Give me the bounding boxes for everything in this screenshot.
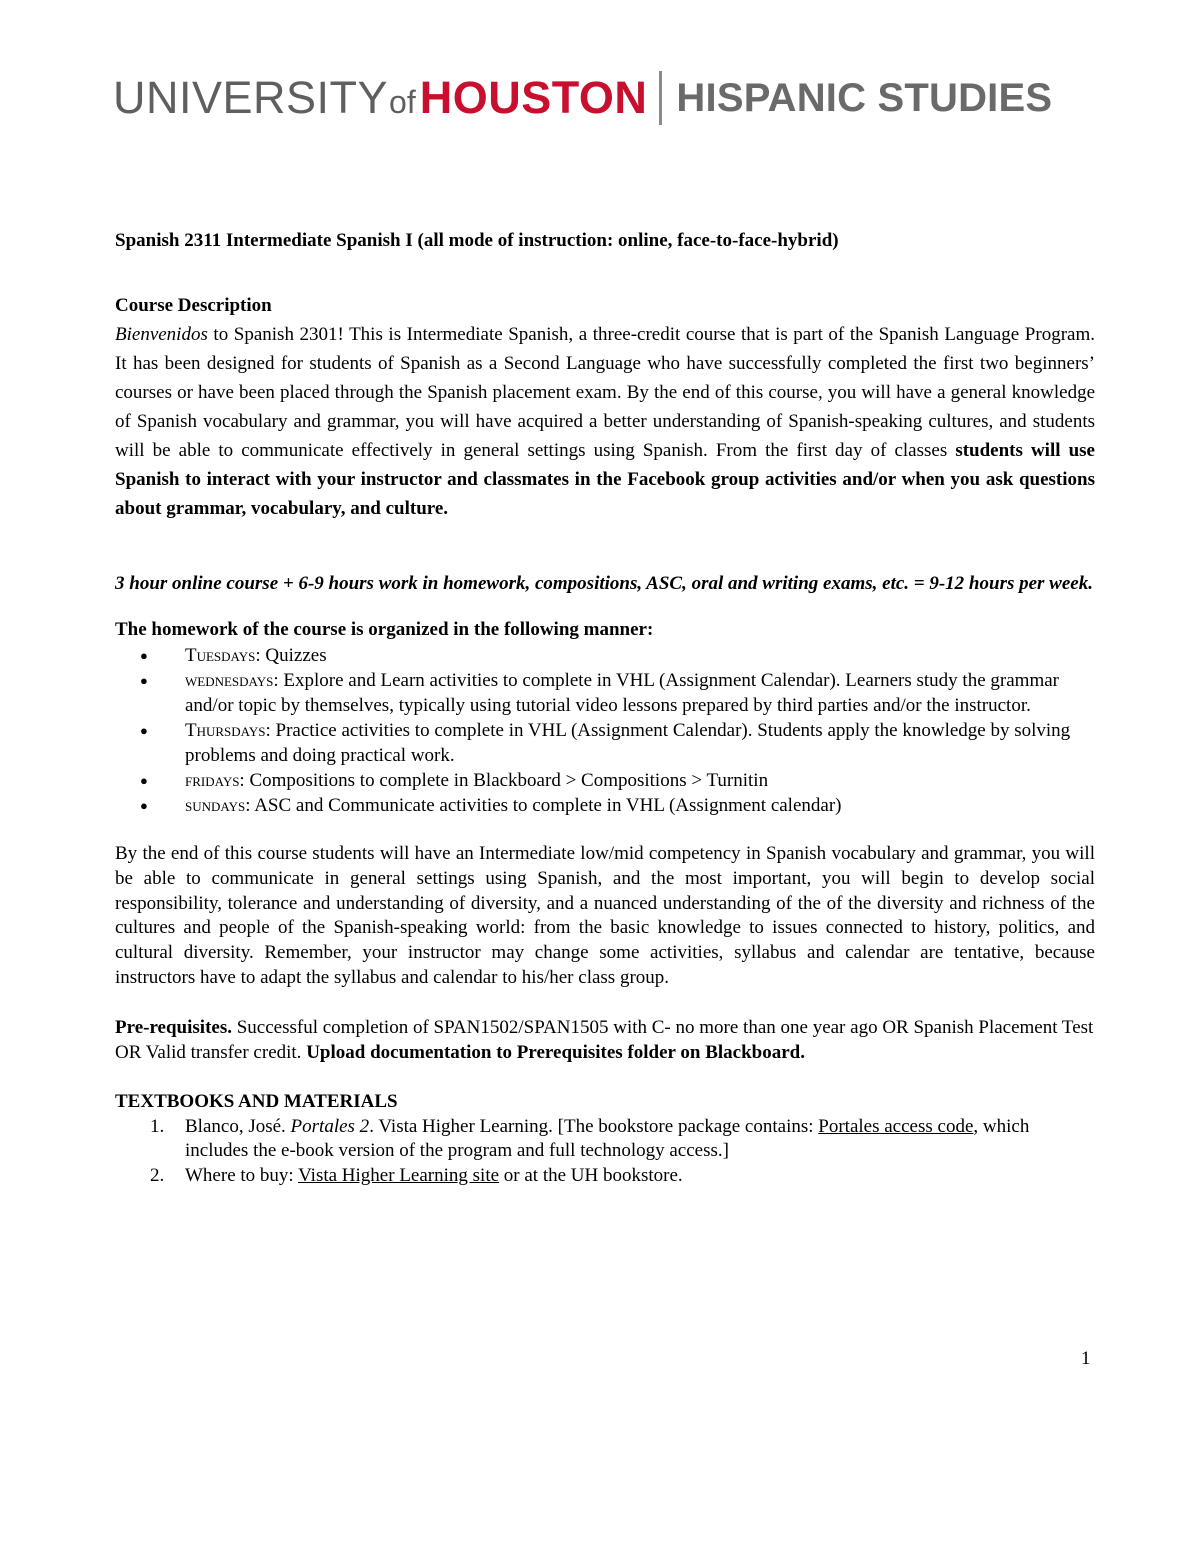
prerequisites-text: Successful completion of SPAN1502/SPAN1505 with C- no more than one year ago OR Spanish Placement Test OR Valid transfer credit. [115, 1016, 1094, 1063]
department-name: HISPANIC STUDIES [676, 75, 1053, 120]
day-text: Practice activities to complete in VHL (Assignment Calendar). Students apply the knowledge by solving problems and doing practical work. [185, 720, 1071, 766]
portales-access-code-link[interactable]: Portales access code [818, 1115, 974, 1137]
list-item [185, 793, 1095, 818]
list-item [185, 643, 1095, 668]
day-label: Tuesdays: [185, 645, 261, 666]
list-item [150, 1115, 1095, 1164]
logo-of-text: of [389, 83, 416, 120]
list-item [185, 668, 1095, 718]
prerequisites-upload-note: Upload documentation to Prerequisites folder on Blackboard. [306, 1041, 805, 1063]
logo-divider [659, 71, 662, 125]
homework-day-list [115, 643, 1095, 818]
day-text: Explore and Learn activities to complete in VHL (Assignment Calendar). Learners study the grammar and/or topic by themselves, typically using tutorial video lessons prepared by third parties and/or the instructor. [185, 670, 1059, 716]
day-text: Quizzes [260, 645, 327, 666]
syllabus-content [115, 226, 1095, 1188]
list-item [185, 718, 1095, 768]
textbooks-heading: TEXTBOOKS AND MATERIALS [115, 1090, 398, 1112]
course-description-text [115, 320, 1095, 523]
textbook-note: , which includes the e-book version of the program and full technology access.] [185, 1115, 1030, 1162]
logo-university-text: UNIVERSITY [113, 72, 389, 123]
logo-houston-text: HOUSTON [419, 72, 648, 123]
prerequisites [115, 1015, 1095, 1065]
textbook-publisher: . Vista Higher Learning. [The bookstore package contains: [369, 1115, 819, 1137]
page-number: 1 [1081, 1348, 1091, 1369]
description-main: to Spanish 2301! This is Intermediate Spanish, a three-credit course that is part of the Spanish Language Program. It has been designed for students of Spanish as a Second Language who have successfully completed the first two beginners’ courses or have been placed through the Spanish placement exam. By the end of this course, you will have a general knowledge of Spanish vocabulary and grammar, you will have acquired a better understanding of Spanish-speaking cultures, and students will be able to communicate effectively in general settings using Spanish. From the first day of classes [115, 324, 1095, 461]
weekly-hours-note: 3 hour online course + 6-9 hours work in homework, compositions, ASC, oral and writing exams, etc. = 9-12 hours per week. [115, 573, 1093, 594]
day-label: wednesdays: [185, 670, 279, 691]
description-bold: students will use Spanish to interact with your instructor and classmates in the Facebook group activities and/or when you ask questions about grammar, vocabulary, and culture. [115, 440, 1095, 519]
textbook-title: Portales 2 [290, 1115, 370, 1137]
course-description-heading: Course Description [115, 295, 272, 316]
course-title: Spanish 2311 Intermediate Spanish I (all mode of instruction: online, face-to-face-hybrid) [115, 230, 839, 251]
prerequisites-label: Pre-requisites. [115, 1016, 232, 1038]
item-number: 1. [150, 1115, 165, 1137]
vista-higher-learning-link[interactable]: Vista Higher Learning site [298, 1164, 500, 1186]
textbook-author: Blanco, José. [185, 1115, 291, 1137]
where-to-buy-label: Where to buy: [185, 1164, 299, 1186]
day-label: sundays: [185, 795, 251, 816]
day-text: Compositions to complete in Blackboard > Compositions > Turnitin [244, 770, 769, 791]
homework-heading: The homework of the course is organized in the following manner: [115, 619, 654, 640]
list-item [150, 1164, 1095, 1189]
day-label: fridays: [185, 770, 245, 791]
textbooks-list [115, 1115, 1095, 1189]
welcome-word: Bienvenidos [115, 324, 208, 345]
day-label: Thursdays: [185, 720, 271, 741]
competency-paragraph: By the end of this course students will have an Intermediate low/mid competency in Spanish vocabulary and grammar, you will be able to communicate in general settings using Spanish, and the most important, you will begin to develop social responsibility, tolerance and understanding of diversity, and a nuanced understanding of the of the diversity and richness of the cultures and people of the Spanish-speaking world: from the basic knowledge to issues connected to history, politics, and cultural diversity. Remember, your instructor may change some activities, syllabus and calendar are tentative, because instructors have to adapt the syllabus and calendar to his/her class group. [115, 843, 1095, 988]
university-logo-header [113, 70, 1052, 126]
day-text: ASC and Communicate activities to complete in VHL (Assignment calendar) [250, 795, 842, 816]
item-number: 2. [150, 1164, 165, 1186]
list-item [185, 768, 1095, 793]
where-to-buy-rest: or at the UH bookstore. [499, 1164, 683, 1186]
